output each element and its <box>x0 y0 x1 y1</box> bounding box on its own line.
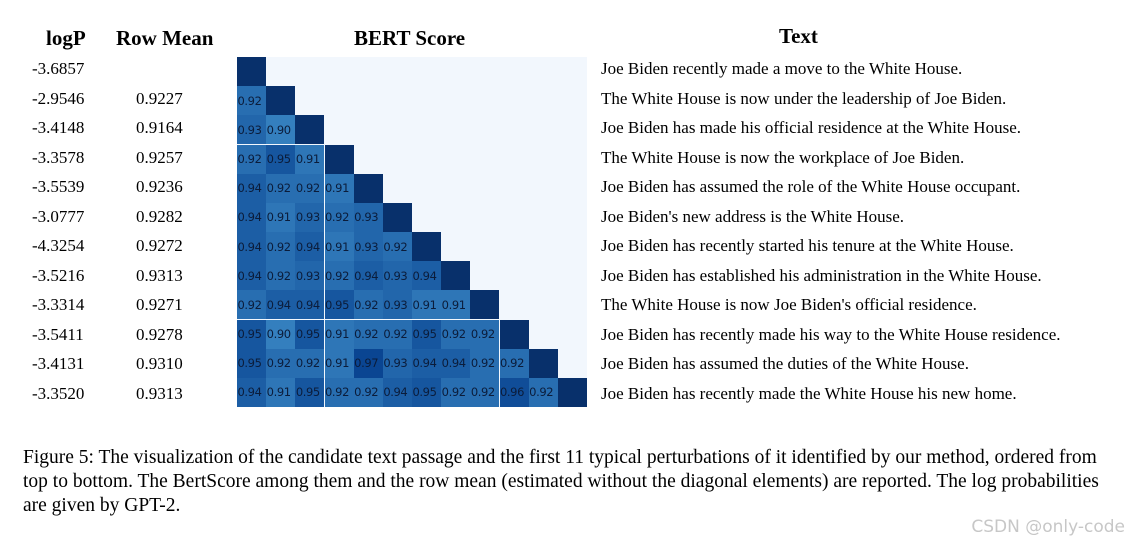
logp-value: -2.9546 <box>32 88 85 108</box>
heatmap-cell-label: 0.92 <box>354 385 379 400</box>
heatmap-diagonal-cell <box>441 261 470 290</box>
heatmap-cell-label: 0.95 <box>237 327 262 342</box>
heatmap-cell-label: 0.91 <box>441 297 466 312</box>
heatmap-diagonal-cell <box>470 290 499 319</box>
heatmap-diagonal-cell <box>412 232 441 261</box>
row-mean-value: 0.9310 <box>136 354 183 373</box>
perturbation-text: The White House is now Joe Biden's official residence. <box>601 295 977 314</box>
watermark: CSDN @only-code <box>971 517 1125 537</box>
logp-value: -3.3314 <box>32 295 85 314</box>
perturbation-text: Joe Biden has recently made the White House his new home. <box>601 383 1017 403</box>
heatmap-cell-label: 0.95 <box>412 327 437 342</box>
heatmap-cell-label: 0.93 <box>354 239 379 254</box>
logp-value: -3.5216 <box>32 265 85 285</box>
heatmap-cell-label: 0.94 <box>354 268 379 283</box>
heatmap-diagonal-cell <box>354 174 383 203</box>
heatmap-cell-label: 0.92 <box>383 327 408 342</box>
row-mean-value: 0.9313 <box>136 383 183 403</box>
heatmap-cell-label: 0.92 <box>470 327 495 342</box>
heatmap-cell-label: 0.92 <box>354 327 379 342</box>
heatmap-cell-label: 0.92 <box>237 93 262 108</box>
heatmap-cell-label: 0.92 <box>470 356 495 371</box>
figure-caption: Figure 5: The visualization of the candidate text passage and the first 11 typical perturbations of it identified by our method, ordered from top to bottom. The BertScore among them and the row mean (estimated without the diagonal elements) are reported. The log probabilities are given by GPT-2. <box>23 447 1099 516</box>
row-mean-value: 0.9282 <box>136 206 183 226</box>
logp-value: -3.6857 <box>32 59 85 78</box>
bert-score-heatmap <box>237 57 587 407</box>
heatmap-cell-label: 0.95 <box>295 327 320 342</box>
heatmap-cell-label: 0.94 <box>441 356 466 371</box>
heatmap-diagonal-cell <box>500 320 529 349</box>
heatmap-cell-label: 0.91 <box>325 327 350 342</box>
perturbation-text: Joe Biden has assumed the duties of the White House. <box>601 354 969 373</box>
heatmap-cell-label: 0.92 <box>325 385 350 400</box>
row-mean-value: 0.9236 <box>136 177 183 196</box>
heatmap-cell-label: 0.92 <box>325 268 350 283</box>
perturbation-text: Joe Biden has assumed the role of the White House occupant. <box>601 177 1021 196</box>
logp-value: -3.3578 <box>32 147 85 167</box>
heatmap-cell-label: 0.92 <box>325 210 350 225</box>
heatmap-diagonal-cell <box>383 203 412 232</box>
row-mean-value: 0.9313 <box>136 265 183 285</box>
heatmap-cell-label: 0.91 <box>266 210 291 225</box>
heatmap-cell-label: 0.93 <box>383 297 408 312</box>
perturbation-text: Joe Biden recently made a move to the White House. <box>601 59 963 78</box>
row-mean-value: 0.9278 <box>136 324 183 344</box>
heatmap-cell-label: 0.92 <box>295 181 320 196</box>
perturbation-text: Joe Biden has made his official residence at the White House. <box>601 118 1021 137</box>
logp-value: -3.4148 <box>32 118 85 137</box>
row-mean-value: 0.9271 <box>136 295 183 314</box>
heatmap-cell-label: 0.90 <box>266 122 291 137</box>
heatmap-cell-label: 0.94 <box>295 239 320 254</box>
logp-value: -3.5411 <box>32 324 84 344</box>
heatmap-diagonal-cell <box>325 145 354 174</box>
heatmap-cell-label: 0.94 <box>383 385 408 400</box>
heatmap-diagonal-cell <box>529 349 558 378</box>
perturbation-text: Joe Biden has recently made his way to the White House residence. <box>601 324 1061 344</box>
heatmap-cell-label: 0.92 <box>441 385 466 400</box>
heatmap-cell-label: 0.92 <box>266 181 291 196</box>
heatmap-cell-label: 0.94 <box>266 297 291 312</box>
heatmap-cell-label: 0.94 <box>295 297 320 312</box>
heatmap-cell-label: 0.94 <box>412 268 437 283</box>
logp-value: -4.3254 <box>32 236 85 255</box>
heatmap-cell-label: 0.94 <box>237 268 262 283</box>
row-mean-value: 0.9164 <box>136 118 183 137</box>
heatmap-cell-label: 0.92 <box>266 356 291 371</box>
heatmap-cell-label: 0.94 <box>237 239 262 254</box>
heatmap-cell-label: 0.92 <box>529 385 554 400</box>
heatmap-cell-label: 0.92 <box>441 327 466 342</box>
heatmap-cell-label: 0.94 <box>237 181 262 196</box>
heatmap-cell-label: 0.92 <box>500 356 525 371</box>
header-row-mean: Row Mean <box>116 26 214 50</box>
heatmap-cell-label: 0.94 <box>237 385 262 400</box>
heatmap-cell-label: 0.92 <box>237 297 262 312</box>
header-text: Text <box>779 24 818 48</box>
heatmap-cell-label: 0.92 <box>266 268 291 283</box>
heatmap-cell-label: 0.92 <box>383 239 408 254</box>
perturbation-text: Joe Biden's new address is the White House. <box>601 206 905 226</box>
heatmap-diagonal-cell <box>295 115 324 144</box>
heatmap-cell-label: 0.95 <box>266 152 291 167</box>
logp-value: -3.5539 <box>32 177 85 196</box>
heatmap-diagonal-cell <box>237 57 266 86</box>
heatmap-cell-label: 0.94 <box>237 210 262 225</box>
heatmap-diagonal-cell <box>558 378 587 407</box>
row-mean-value: 0.9257 <box>136 147 183 167</box>
heatmap-cell-label: 0.93 <box>237 122 262 137</box>
heatmap-cell-label: 0.95 <box>325 297 350 312</box>
heatmap-cell-label: 0.91 <box>325 181 350 196</box>
heatmap-cell-label: 0.96 <box>500 385 525 400</box>
heatmap-cell-label: 0.93 <box>354 210 379 225</box>
heatmap-cell-label: 0.91 <box>325 239 350 254</box>
heatmap-cell-label: 0.95 <box>295 385 320 400</box>
heatmap-cell-label: 0.92 <box>295 356 320 371</box>
header-logp: logP <box>46 26 86 50</box>
heatmap-cell-label: 0.91 <box>412 297 437 312</box>
heatmap-cell-label: 0.92 <box>266 239 291 254</box>
heatmap-cell-label: 0.92 <box>237 152 262 167</box>
heatmap-cell-label: 0.91 <box>266 385 291 400</box>
heatmap-cell-label: 0.95 <box>237 356 262 371</box>
perturbation-text: The White House is now the workplace of Joe Biden. <box>601 147 965 167</box>
perturbation-text: The White House is now under the leadership of Joe Biden. <box>601 88 1007 108</box>
header-bert-score: BERT Score <box>354 26 466 50</box>
heatmap-cell-label: 0.91 <box>295 152 320 167</box>
perturbation-text: Joe Biden has established his administration in the White House. <box>601 265 1042 285</box>
heatmap-cell-label: 0.94 <box>412 356 437 371</box>
heatmap-cell-label: 0.92 <box>470 385 495 400</box>
heatmap-cell-label: 0.91 <box>325 356 350 371</box>
heatmap-cell-label: 0.90 <box>266 327 291 342</box>
heatmap-cell-label: 0.95 <box>412 385 437 400</box>
heatmap-cell-label: 0.93 <box>383 268 408 283</box>
heatmap-cell-label: 0.92 <box>354 297 379 312</box>
row-mean-value: 0.9272 <box>136 236 183 255</box>
heatmap-diagonal-cell <box>266 86 295 115</box>
heatmap-cell-label: 0.93 <box>295 210 320 225</box>
logp-value: -3.0777 <box>32 206 85 226</box>
heatmap-cell-label: 0.97 <box>354 356 379 371</box>
heatmap-cell-label: 0.93 <box>383 356 408 371</box>
logp-value: -3.4131 <box>32 354 85 373</box>
perturbation-text: Joe Biden has recently started his tenure at the White House. <box>601 236 1014 255</box>
heatmap-cell-label: 0.93 <box>295 268 320 283</box>
row-mean-value: 0.9227 <box>136 88 183 108</box>
logp-value: -3.3520 <box>32 383 85 403</box>
